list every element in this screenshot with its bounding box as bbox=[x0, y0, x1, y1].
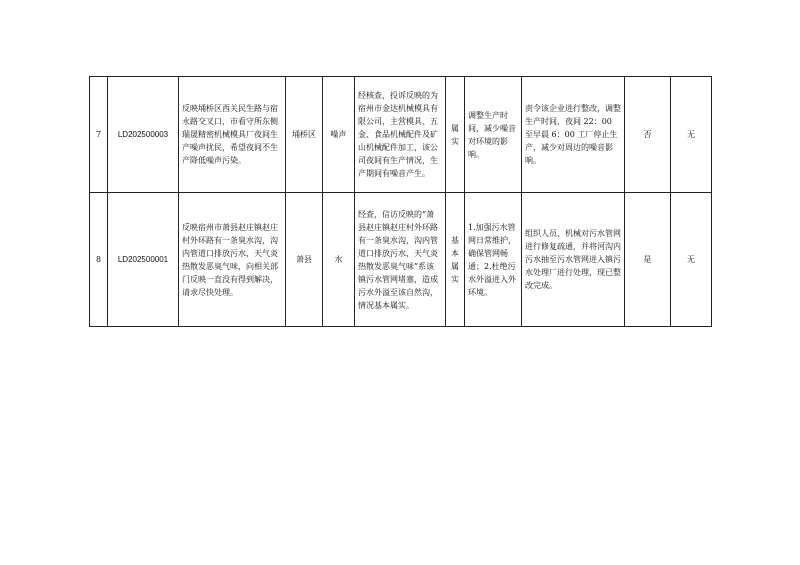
accountability: 无 bbox=[671, 193, 712, 327]
row-number: 8 bbox=[90, 193, 108, 327]
investigation-finding: 经查，信访反映的“萧县赵庄镇赵庄村外环路有一条臭水沟，沟内管道口排放污水，天气炎热散发恶臭气味”系该镇污水管网堵塞，造成污水外溢至该自然沟，情况基本属实。 bbox=[355, 193, 446, 327]
complaint-content: 反映宿州市萧县赵庄镇赵庄村外环路有一条臭水沟，沟内管道口排放污水，天气炎热散发恶臭气味，向相关部门反映一直没有得到解决，请求尽快处理。 bbox=[179, 193, 286, 327]
pollution-type: 噪声 bbox=[323, 77, 355, 193]
district: 萧县 bbox=[286, 193, 323, 327]
table-row bbox=[90, 193, 712, 327]
complaints-table bbox=[89, 76, 712, 327]
table-row bbox=[90, 77, 712, 193]
investigation-finding: 经核查，投诉反映的为宿州市金达机械模具有限公司，主营模具、五金、食品机械配件及矿山机械配件加工，该公司夜间有生产情况，生产期间有噪音产生。 bbox=[355, 77, 446, 193]
handling-result: 组织人员、机械对污水管网进行修复疏通，并将河沟内污水抽至污水管网进入镇污水处理厂进行处理，现已整改完成。 bbox=[522, 193, 625, 327]
row-number: 7 bbox=[90, 77, 108, 193]
complaint-content: 反映埇桥区西关民生路与宿永路交叉口，市看守所东侧瑞晟精密机械模具厂夜间生产噪声扰民，希望夜间不生产降低噪声污染。 bbox=[179, 77, 286, 193]
closed-status: 否 bbox=[625, 77, 671, 193]
accountability: 无 bbox=[671, 77, 712, 193]
handling-result: 责令该企业进行整改，调整生产时间，夜间 22：00 至早晨 6：00 工厂停止生产，减少对周边的噪音影响。 bbox=[522, 77, 625, 193]
rectification-measure: 调整生产时间，减少噪音对环境的影响。 bbox=[465, 77, 522, 193]
pollution-type: 水 bbox=[323, 193, 355, 327]
district: 埇桥区 bbox=[286, 77, 323, 193]
verdict: 基本属实 bbox=[446, 193, 465, 327]
rectification-measure: 1.加强污水管网日常维护，确保管网畅通；2.杜绝污水外溢进入外环境。 bbox=[465, 193, 522, 327]
verdict: 属实 bbox=[446, 77, 465, 193]
case-code: LD202500001 bbox=[108, 193, 179, 327]
case-code: LD202500003 bbox=[108, 77, 179, 193]
closed-status: 是 bbox=[625, 193, 671, 327]
